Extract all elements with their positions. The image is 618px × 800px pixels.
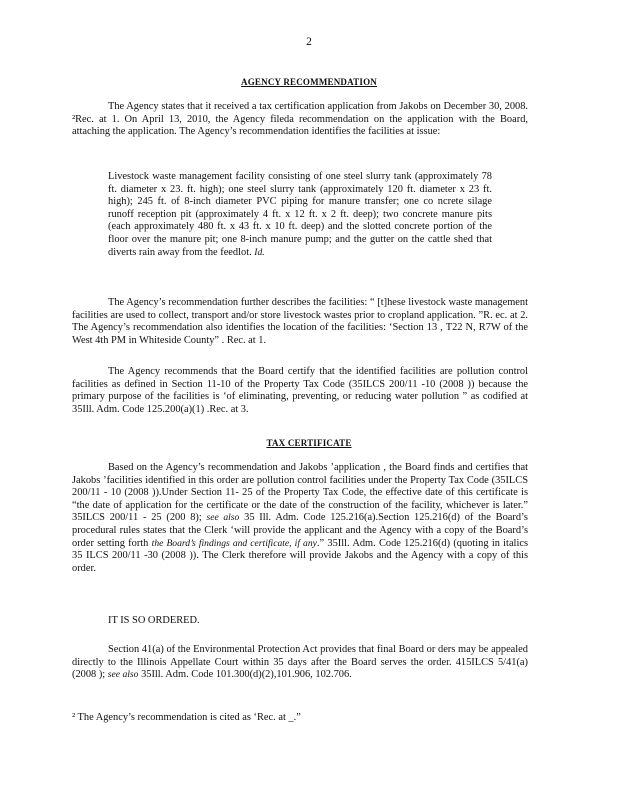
paragraph-board-finding: [72, 462, 528, 575]
paragraph-facility-description: The Agency’s recommendation further describes the facilities: “ [t]hese livestock waste management facilities are used to collect, transport and/or store livestock wastes prior to cropland application. ”R. ec. at 2. The Agency’s recommendation also identifies the location of the facilities: ‘Section 13 , T22 N, R7W of the West 4th PM in Whiteside County” . Rec. at 1.: [72, 297, 528, 346]
section-heading-agency-recommendation: [0, 76, 618, 89]
block-quote-facilities: [108, 171, 492, 259]
footnote: ² The Agency’s recommendation is cited as ‘Rec. at _.”: [72, 712, 301, 723]
heading-text: TAX CERTIFICATE: [266, 438, 352, 448]
paragraph-application: The Agency states that it received a tax certification application from Jakobs on December 30, 2008. ²Rec. at 1. On April 13, 2010, the Agency fileda recommendation on the application with the Board, attaching the application. The Agency’s recommendation identifies the facilities at issue:: [72, 101, 528, 138]
order-statement: IT IS SO ORDERED.: [108, 615, 200, 626]
italic-quote: the Board’s findings and certificate, if any: [151, 537, 317, 549]
text-segment: .” 35Ill. Adm. Code 125.216(d) (quoting in italics 35 ILCS 200/11 -30 (2008 )). The Clerk therefore will provide Jakobs and the Agency with a copy of this order.: [72, 537, 528, 574]
text-segment: 35 Ill. Adm. Code 125.216(a).Section 125.216(d) of the Board’s procedural rules states that the Clerk ‘will provide the applicant and the Agency with a copy of the Board’s order setting forth: [72, 512, 528, 549]
text-segment: Section 41(a) of the Environmental Protection Act provides that final Board or ders may be appealed directly to the Illinois Appellate Court within 35 days after the Board serves the order. 415ILCS 5/41(a) (2008 );: [72, 644, 528, 681]
page-number: 2: [306, 36, 312, 48]
text-segment: Based on the Agency’s recommendation and Jakobs ’application , the Board finds and certifies that Jakobs ’facilities identified in this order are pollution control facilities under the Property Tax Code (35ILCS 200/11 - 10 (2008 )).Under Section 11- 25 of the Property Tax Code, the effective date of this certificate is “the date of application for the certificate or the date of the construction of the facility, whichever is later.” 35ILCS 200/11 - 25 (200 8);: [72, 462, 528, 524]
quote-text: Livestock waste management facility consisting of one steel slurry tank (approximately 78 ft. diameter x 23. ft. high); one steel slurry tank (approximately 120 ft. diameter x 23 ft. high); 245 ft. of 8-inch diameter PVC piping for manure transfer; one co ncrete silage runoff reception pit (approximately 4 ft. x 12 ft. x 2 ft. deep); two concrete manure pits (each approximately 480 ft. x 43 ft. x 10 ft. deep) and the slotted concrete portion of the floor over the manure pit; one 8-inch manure pump; and the gutter on the cattle shed that diverts rain away from the feedlot.: [108, 171, 492, 258]
section-heading-tax-certificate: [0, 437, 618, 450]
quote-citation: Id.: [254, 246, 265, 258]
paragraph-agency-recommends: The Agency recommends that the Board certify that the identified facilities are pollution control facilities as defined in Section 11-10 of the Property Tax Code (35ILCS 200/11 -10 (2008 )) because the primary purpose of the facilities is ‘of eliminating, preventing, or reducing water pollution ” as codified at 35Ill. Adm. Code 125.200(a)(1) .Rec. at 3.: [72, 366, 528, 415]
heading-text: AGENCY RECOMMENDATION: [241, 77, 377, 87]
italic-see-also: see also: [107, 669, 139, 681]
text-segment: 35Ill. Adm. Code 101.300(d)(2),101.906, 102.706.: [141, 669, 352, 681]
italic-see-also: see also: [206, 512, 240, 524]
paragraph-appeal: [72, 644, 528, 682]
